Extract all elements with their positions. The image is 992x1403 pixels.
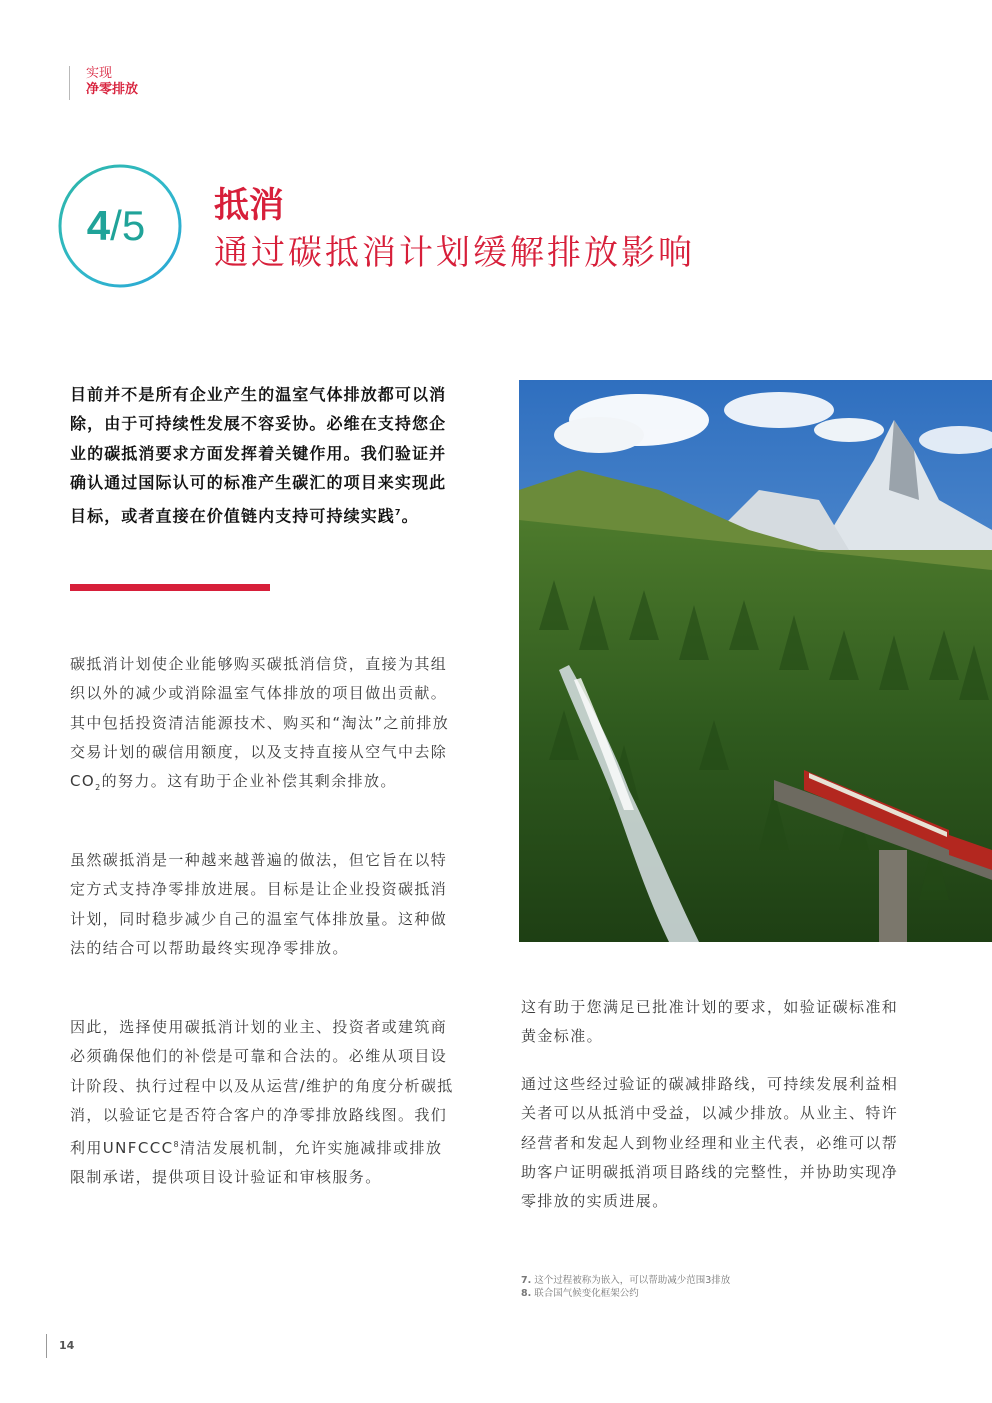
body-paragraph-3 <box>70 1013 454 1193</box>
body-paragraph-1 <box>70 650 454 802</box>
footnotes <box>521 1274 901 1300</box>
p1-subscript: 2 <box>95 783 102 793</box>
section-label <box>69 66 209 100</box>
footnote-8 <box>521 1287 901 1300</box>
section-label-line2: 净零排放 <box>86 82 139 97</box>
chapter-subtitle: 通过碳抵消计划缓解排放影响 <box>214 233 695 273</box>
footnote-text: 这个过程被称为嵌入，可以帮助减少范围3排放 <box>534 1275 731 1286</box>
lead-footnote-ref: 7 <box>394 507 402 517</box>
matterhorn-train-photo <box>519 380 992 942</box>
chapter-title: 抵消 <box>214 186 285 226</box>
step-current: 4 <box>86 202 111 249</box>
body-paragraph-5: 通过这些经过验证的碳减排路线，可持续发展利益相关者可以从抵消中受益，以减少排放。从业主、特许经营者和发起人到物业经理和业主代表，必维可以帮助客户证明碳抵消项目路线的完整性，并协助实现净零排放的实质进展。 <box>521 1075 899 1211</box>
p1-text-b: 的努力。这有助于企业补偿其剩余排放。 <box>101 772 397 791</box>
footnote-number: 7. <box>521 1275 532 1286</box>
lead-text: 目前并不是所有企业产生的温室气体排放都可以消除，由于可持续性发展不容妥协。必维在支持您企业的碳抵消要求方面发挥着关键作用。我们验证并确认通过国际认可的标准产生碳汇的项目来实现此目标，或者直接在价值链内支持可持续实践 <box>70 385 447 525</box>
step-total: /5 <box>110 202 146 249</box>
footnote-number: 8. <box>521 1288 532 1299</box>
footnote-7 <box>521 1274 901 1287</box>
accent-rule <box>70 584 270 591</box>
body-paragraph-4: 这有助于您满足已批准计划的要求，如验证碳标准和黄金标准。 <box>521 998 899 1046</box>
lead-paragraph <box>70 380 454 530</box>
lead-end: 。 <box>401 505 419 525</box>
footnote-text: 联合国气候变化框架公约 <box>534 1288 639 1299</box>
body-paragraph-2: 虽然碳抵消是一种越来越普遍的做法，但它旨在以特定方式支持净零排放进展。目标是让企业投资碳抵消计划，同时稳步减少自己的温室气体排放量。这种做法的结合可以帮助最终实现净零排放。 <box>70 851 448 957</box>
p3-footnote-ref: 8 <box>173 1140 180 1150</box>
p3-text-a: 因此，选择使用碳抵消计划的业主、投资者或建筑商必须确保他们的补偿是可靠和合法的。必维从项目设计阶段、执行过程中以及从运营/维护的角度分析碳抵消，以验证它是否符合客户的净零排放路线图。我们利用UNFCCC <box>70 1018 454 1158</box>
p1-text-a: 碳抵消计划使企业能够购买碳抵消信贷，直接为其组织以外的减少或消除温室气体排放的项目做出贡献。其中包括投资清洁能源技术、购买和“淘汰”之前排放交易计划的碳信用额度，以及支持直接从空气中去除CO <box>70 655 450 791</box>
p3-text-b: 清洁发展机制，允许实施减排或排放限制承诺，提供项目设计验证和审核服务。 <box>70 1139 443 1187</box>
section-label-line1: 实现 <box>86 66 113 81</box>
step-indicator <box>58 198 174 254</box>
page-number: 14 <box>46 1334 86 1358</box>
